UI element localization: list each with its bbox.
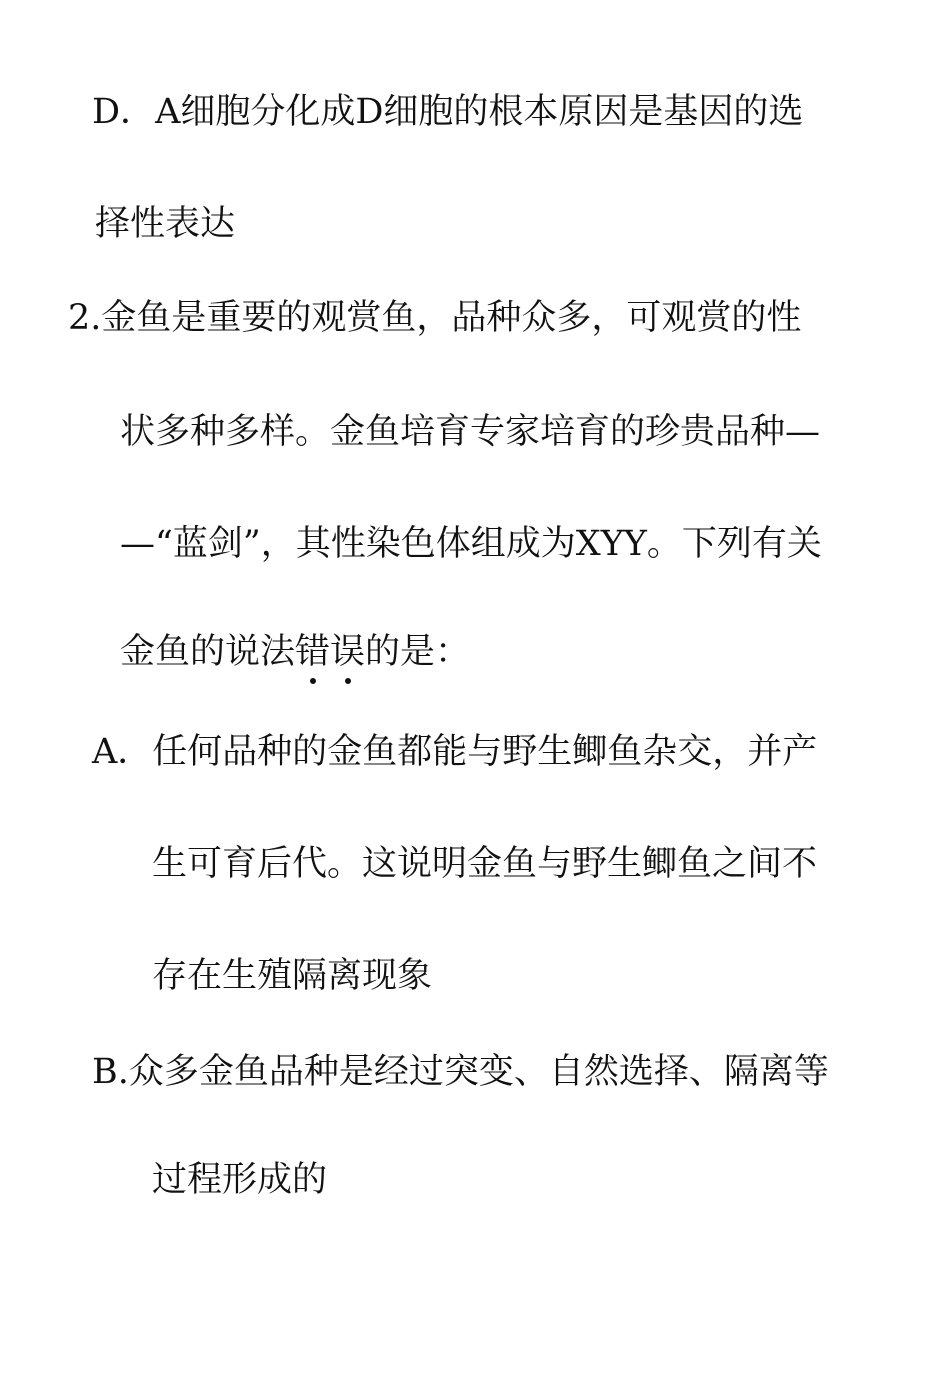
option-b-text-2: 过程形成的 <box>152 1160 328 1200</box>
option-a-text-1: 任何品种的金鱼都能与野生鲫鱼杂交，并产 <box>152 732 818 772</box>
question-stem-1: 金鱼是重要的观赏鱼，品种众多，可观赏的性 <box>101 298 802 338</box>
option-a-text-2: 生可育后代。这说明金鱼与野生鲫鱼之间不 <box>152 844 818 884</box>
option-d-line-1 <box>92 90 803 134</box>
option-a-text-3: 存在生殖隔离现象 <box>152 956 433 996</box>
option-b-label: B. <box>92 1052 129 1092</box>
question-number: 2. <box>68 298 102 338</box>
emphasis-char-1: 错 <box>295 632 331 672</box>
option-d-label: D． <box>92 92 156 132</box>
option-a-line-1 <box>92 730 817 774</box>
question-stem-2: 状多种多样。金鱼培育专家培育的珍贵品种— <box>120 412 821 452</box>
question-stem-4-end: 的是： <box>365 632 471 672</box>
question-stem-3: —“蓝剑”，其性染色体组成为XYY。下列有关 <box>120 524 822 564</box>
option-b-text-1: 众多金鱼品种是经过突变、自然选择、隔离等 <box>128 1052 829 1092</box>
question-2-line-1 <box>68 296 801 340</box>
emphasis-char-2: 误 <box>330 632 366 672</box>
option-a-label: A． <box>92 732 153 772</box>
option-d-text-1: A细胞分化成D细胞的根本原因是基因的选 <box>155 92 804 132</box>
question-stem-4 <box>120 630 470 674</box>
question-stem-4-start: 金鱼的说法 <box>120 632 296 672</box>
option-b-line-1 <box>92 1050 829 1094</box>
option-d-line-2: 择性表达 <box>95 204 236 244</box>
